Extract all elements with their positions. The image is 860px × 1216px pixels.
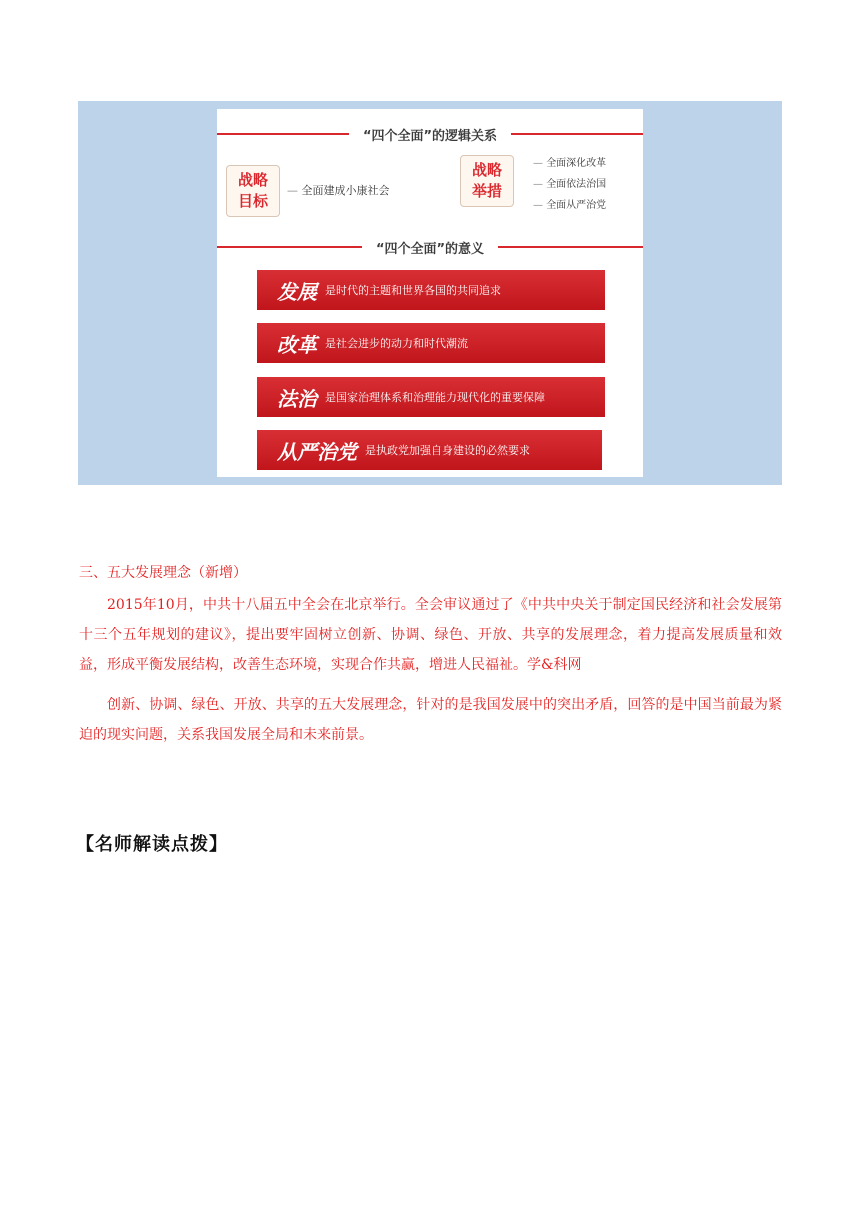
- meaning-band-reform: [257, 323, 605, 363]
- meaning-text: 是国家治理体系和治理能力现代化的重要保障: [325, 391, 545, 404]
- meaning-title: “四个全面”的意义: [375, 241, 485, 257]
- strategic-goal-badge: [226, 165, 280, 217]
- measure-list: [533, 153, 606, 216]
- measure-item: — 全面从严治党: [533, 195, 606, 216]
- strategic-measure-badge: [460, 155, 514, 207]
- meaning-key: 法治: [277, 386, 317, 411]
- paragraph: 创新、协调、绿色、开放、共享的五大发展理念，针对的是我国发展中的突出矛盾，回答的是中国当前最为紧迫的现实问题，关系我国发展全局和未来前景。: [79, 697, 782, 743]
- meaning-band-development: [257, 270, 605, 310]
- badge-line: 举措: [471, 182, 502, 200]
- meaning-text: 是时代的主题和世界各国的共同追求: [325, 284, 501, 297]
- measure-item: — 全面依法治国: [533, 174, 606, 195]
- badge-line: 战略: [471, 161, 502, 179]
- figure-frame: [78, 101, 782, 485]
- meaning-header: [217, 236, 643, 258]
- meaning-band-rule-of-law: [257, 377, 605, 417]
- meaning-text: 是执政党加强自身建设的必然要求: [365, 444, 530, 457]
- section-heading: 三、五大发展理念（新增）: [79, 565, 247, 581]
- divider: [217, 133, 349, 135]
- logic-title: “四个全面”的逻辑关系: [362, 128, 498, 144]
- goal-item: — 全面建成小康社会: [287, 182, 390, 198]
- four-comprehensives-infographic: [217, 109, 643, 477]
- badge-line: 目标: [237, 192, 268, 210]
- paragraph: 2015年10月，中共十八届五中全会在北京举行。全会审议通过了《中共中央关于制定国民经济和社会发展第十三个五年规划的建议》，提出要牢固树立创新、协调、绿色、开放、共享的发展理念，着力提高发展质量和效益，形成平衡发展结构，改善生态环境，实现合作共赢，增进人民福祉。学&科网: [79, 597, 782, 673]
- logic-header: [217, 123, 643, 145]
- badge-line: 战略: [237, 171, 268, 189]
- meaning-key: 从严治党: [277, 439, 357, 464]
- divider: [511, 133, 643, 135]
- meaning-text: 是社会进步的动力和时代潮流: [325, 337, 468, 350]
- meaning-band-party-discipline: [257, 430, 602, 470]
- meaning-key: 发展: [277, 279, 317, 304]
- divider: [498, 246, 643, 248]
- measure-item: — 全面深化改革: [533, 153, 606, 174]
- meaning-key: 改革: [277, 332, 317, 357]
- divider: [217, 246, 362, 248]
- teacher-section-heading: 【名师解读点拨】: [76, 834, 228, 855]
